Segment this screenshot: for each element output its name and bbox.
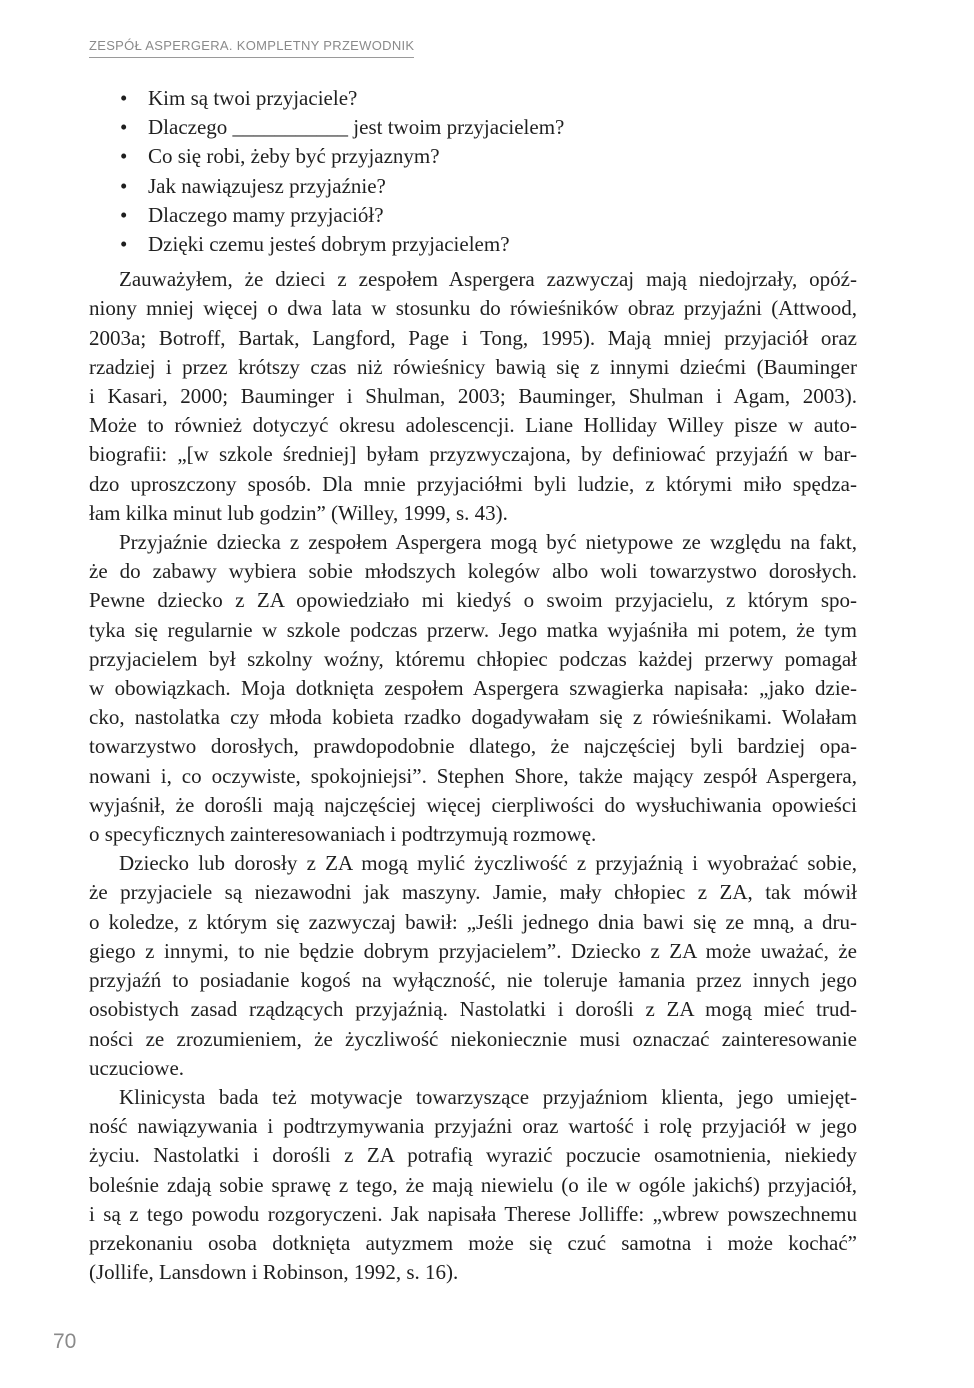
text-line: przyjaźń to posiadanie kogoś na wyłączność, nie toleruje łamania przez innych jego: [89, 968, 857, 993]
paragraph: [89, 528, 857, 849]
text-line: ność nawiązywania i podtrzymywania przyjaźni oraz wartość i rolę przyjaciół w jego: [89, 1114, 857, 1139]
text-line: towarzystwo dorosłych, prawdopodobnie dlatego, że najczęściej byli bardziej opa-: [89, 734, 857, 759]
bullet-icon: •: [120, 86, 128, 110]
text-line: łam kilka minut lub godzin” (Willey, 1999, s. 43).: [89, 500, 508, 525]
text-line: życiu. Nastolatki i dorośli z ZA potrafią wyrazić poczucie osamotnienia, niekiedy: [89, 1143, 857, 1168]
text-line: uczuciowe.: [89, 1055, 185, 1080]
text-line: ności ze zrozumieniem, że życzliwość niekoniecznie musi oznaczać zainteresowanie: [89, 1026, 857, 1051]
body-text: [89, 84, 857, 1287]
text-line: przekonaniu osoba dotknięta autyzmem może się czuć samotna i może kochać”: [89, 1230, 857, 1255]
text-line: Może to również dotyczyć okresu adolescencji. Liane Holliday Willey pisze w auto-: [89, 413, 857, 438]
text-line: nowani i, co oczywiste, spokojniejsi”. Stephen Shore, także mający zespół Aspergera,: [89, 763, 857, 788]
text-line: 2003a; Botroff, Bartak, Langford, Page i Tong, 1995). Mają mniej przyjaciół oraz: [89, 325, 857, 350]
list-item: • Kim są twoi przyjaciele?: [89, 84, 857, 113]
text-line: że przyjaciele są niezawodni jak maszyny. Jamie, mały chłopiec z ZA, tak mówił: [89, 880, 857, 905]
text-line: Pewne dziecko z ZA opowiedziało mi kiedyś o swoim przyjacielu, z którym spo-: [89, 588, 857, 613]
text-line: biografii: „[w szkole średniej] byłam przyzwyczajona, by definiować przyjaźń w bar-: [89, 442, 857, 467]
text-line: i Kasari, 2000; Bauminger i Shulman, 2003; Bauminger, Shulman i Agam, 2003).: [89, 384, 857, 409]
text-line: o koledze, z którym się zazwyczaj bawił: „Jeśli jednego dnia bawi się ze mną, a dru-: [89, 909, 857, 934]
list-item: • Dlaczego mamy przyjaciół?: [89, 201, 857, 230]
list-item: • Dlaczego ___________ jest twoim przyjacielem?: [89, 113, 857, 142]
text-line: boleśnie zdają sobie sprawę z tego, że mają niewielu (o ile w ogóle jakichś) przyjaciół,: [89, 1172, 857, 1197]
text-line: osobistych zasad rządzących przyjaźnią. Nastolatki i dorośli z ZA mogą mieć trud-: [89, 997, 857, 1022]
bullet-icon: •: [120, 232, 128, 257]
text-line: (Jollife, Lansdown i Robinson, 1992, s. 16).: [89, 1260, 459, 1285]
text-line: niony mniej więcej o dwa lata w stosunku do rówieśników obraz przyjaźni (Attwood,: [89, 296, 857, 321]
text-line: cko, nastolatka czy młoda kobieta rzadko dogadywałam się z rówieśnikami. Wolałam: [89, 705, 857, 730]
text-line: Zauważyłem, że dzieci z zespołem Aspergera zazwyczaj mają niedojrzały, opóź-: [119, 267, 857, 292]
text-line: Przyjaźnie dziecka z zespołem Aspergera mogą być nietypowe ze względu na fakt,: [119, 530, 857, 555]
text-line: rzadziej i przez krótszy czas niż rówieśnicy bawią się z innymi dziećmi (Bauminger: [89, 354, 857, 379]
bullet-icon: •: [120, 173, 128, 198]
bullet-icon: •: [120, 202, 128, 227]
page-number: 70: [53, 1330, 77, 1353]
list-item: • Dzięki czemu jesteś dobrym przyjacielem?: [89, 230, 857, 259]
paragraph: [89, 849, 857, 1083]
text-line: dzo uproszczony sposób. Dla mnie przyjaciółmi byli ludzie, z którymi miło spędza-: [89, 471, 857, 496]
text-line: giego z innymi, to nie będzie dobrym przyjacielem”. Dziecko z ZA może uważać, że: [89, 938, 857, 963]
text-line: wyjaśnił, że dorośli mają najczęściej więcej cierpliwości do wysłuchiwania opowieści: [89, 792, 857, 817]
paragraphs: [89, 265, 857, 1287]
running-header: ZESPÓŁ ASPERGERA. KOMPLETNY PRZEWODNIK: [89, 38, 414, 58]
text-line: Klinicysta bada też motywacje towarzyszące przyjaźniom klienta, jego umiejęt-: [119, 1084, 857, 1109]
text-line: i są z tego powodu rozgoryczeni. Jak napisała Therese Jolliffe: „wbrew powszechnemu: [89, 1201, 857, 1226]
bullet-icon: •: [120, 144, 128, 169]
paragraph: [89, 1083, 857, 1287]
text-line: że do zabawy wybiera sobie młodszych kolegów albo woli towarzystwo dorosłych.: [89, 559, 857, 584]
bullet-icon: •: [120, 115, 128, 140]
text-line: tyka się regularnie w szkole podczas przerw. Jego matka wyjaśniła mi potem, że tym: [89, 617, 857, 642]
text-line: w obowiązkach. Moja dotknięta zespołem Aspergera szwagierka napisała: „jako dzie-: [89, 676, 857, 701]
text-line: przyjacielem był szkolny woźny, któremu chłopiec podczas każdej przerwy pomagał: [89, 646, 857, 671]
text-line: o specyficznych zainteresowaniach i podtrzymują rozmowę.: [89, 822, 597, 847]
paragraph: [89, 265, 857, 528]
question-list: [89, 84, 857, 259]
text-line: Dziecko lub dorosły z ZA mogą mylić życzliwość z przyjaźnią i wyobrażać sobie,: [119, 851, 857, 876]
list-item: • Jak nawiązujesz przyjaźnie?: [89, 172, 857, 201]
list-item: • Co się robi, żeby być przyjaznym?: [89, 142, 857, 171]
